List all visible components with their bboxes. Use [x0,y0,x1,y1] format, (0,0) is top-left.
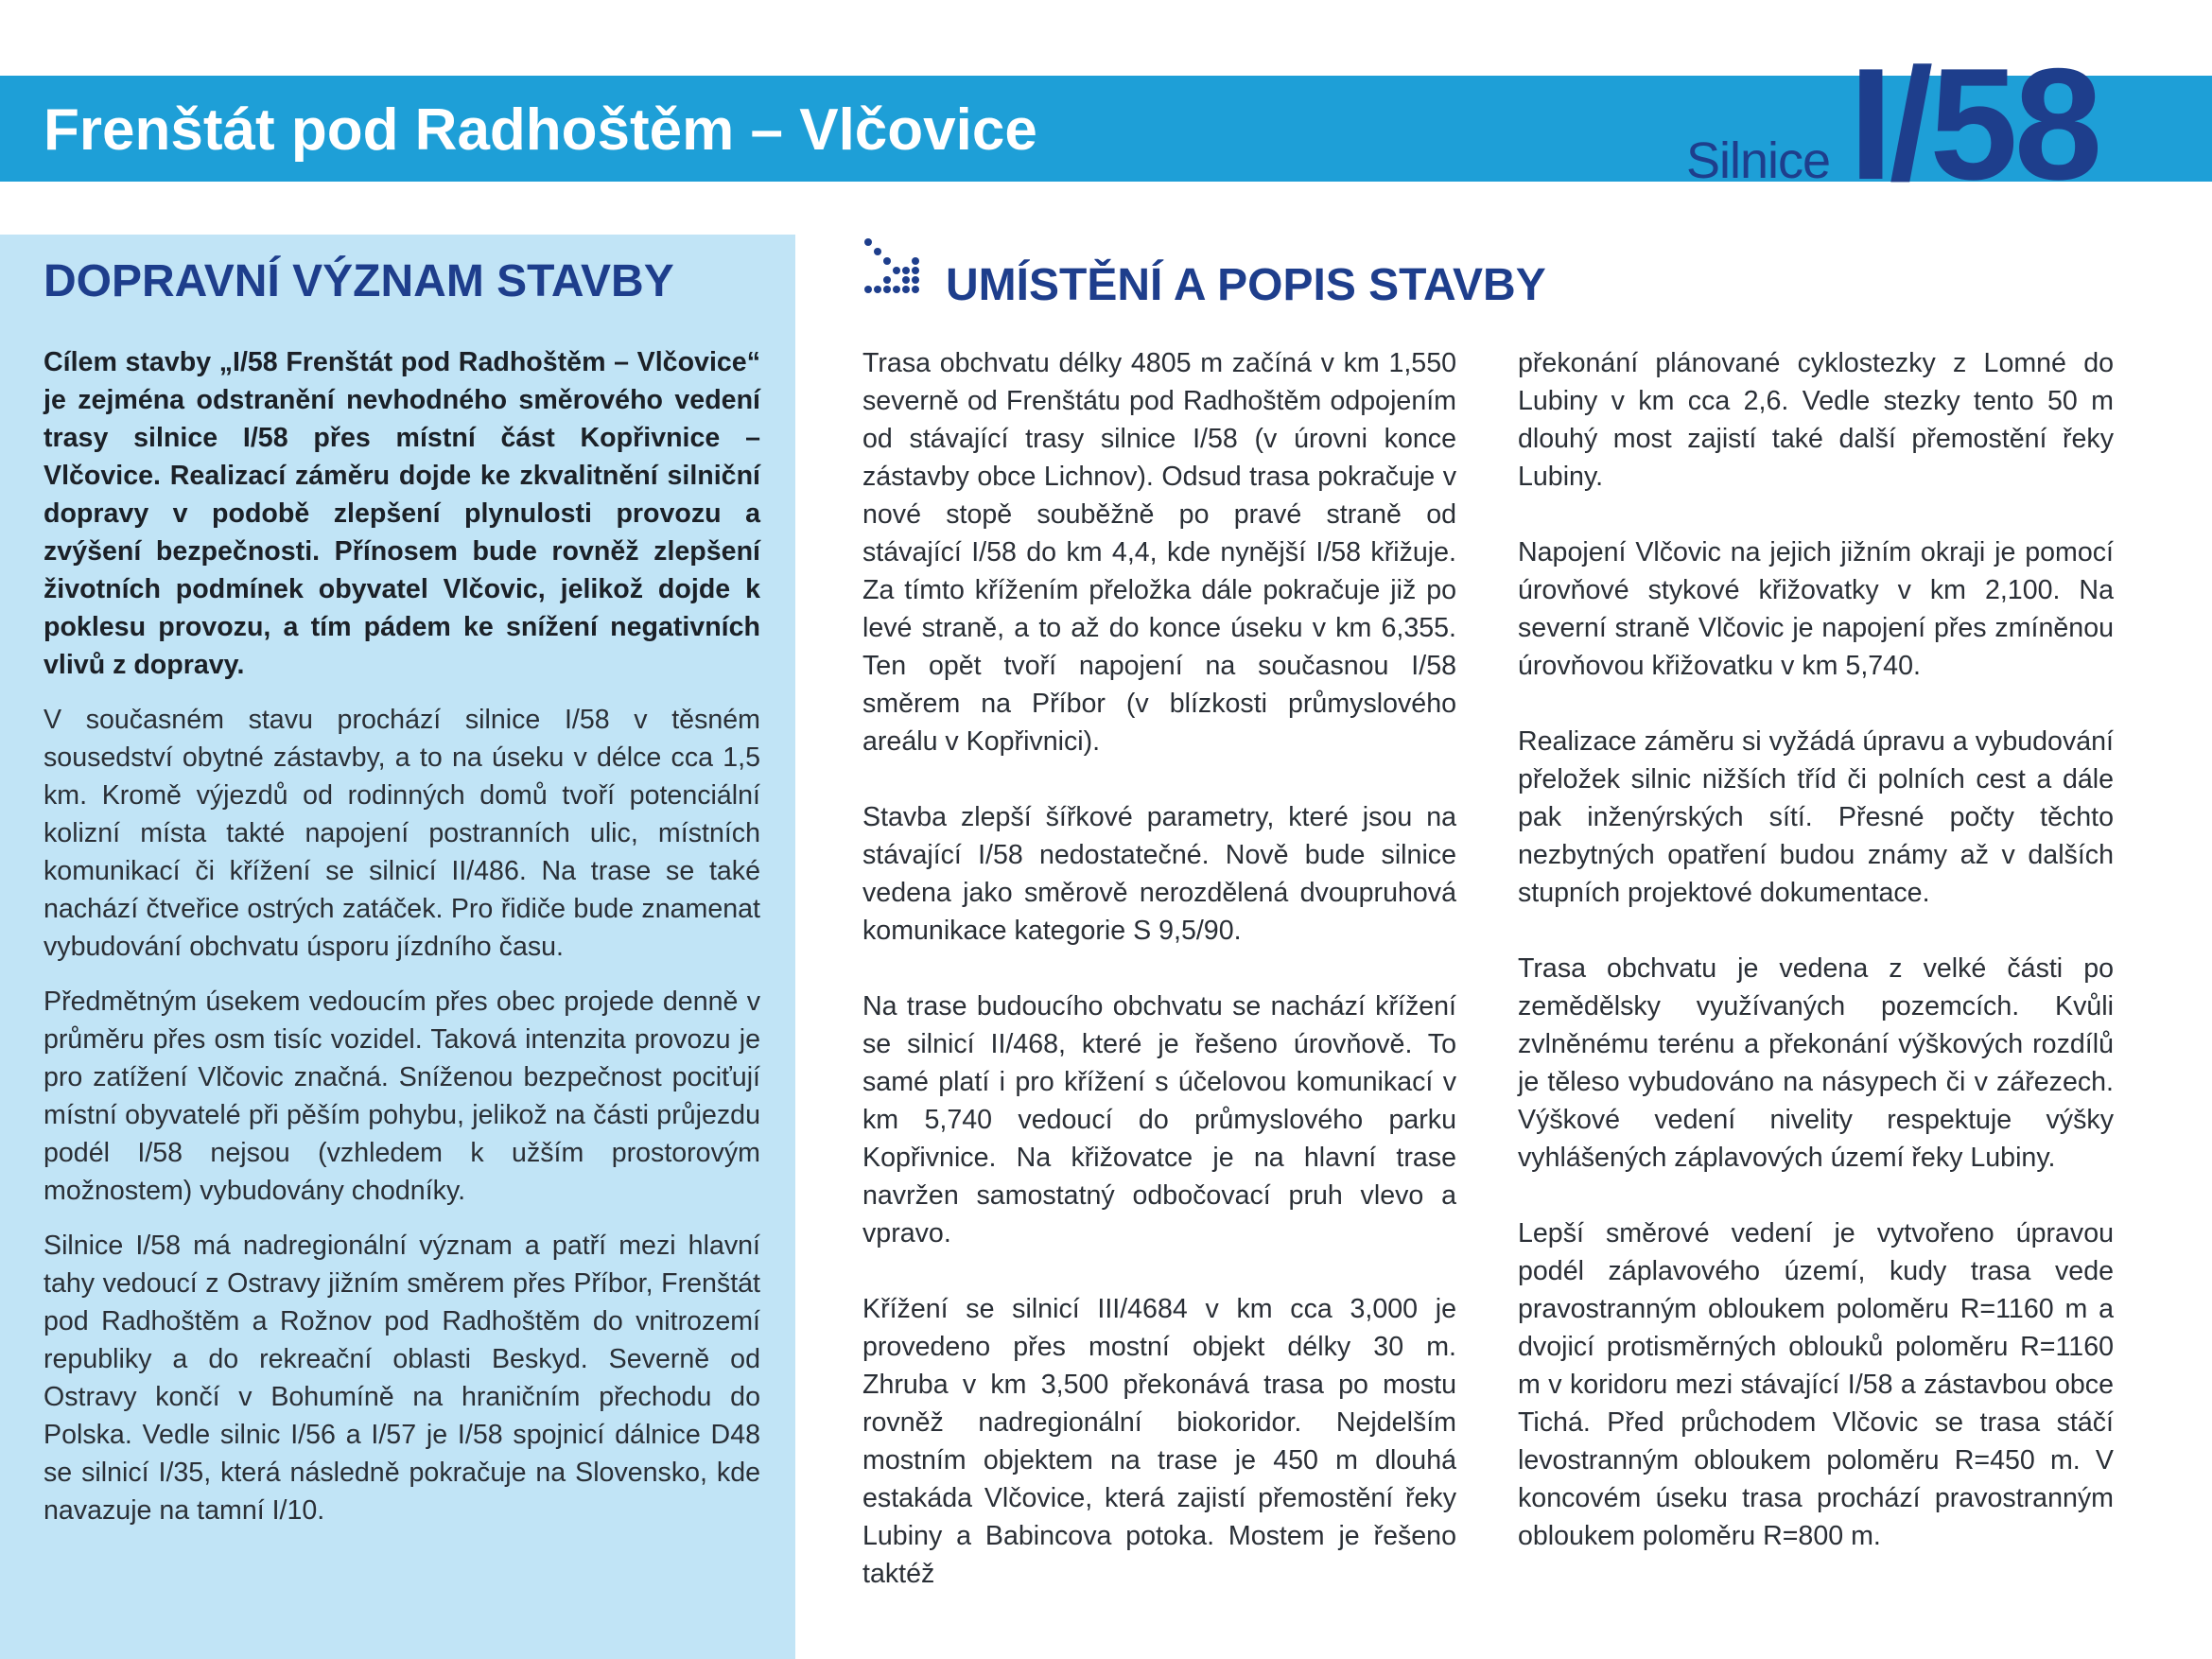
left-column [44,343,760,1529]
right-paragraph: překonání plánované cyklostezky z Lomné do Lubiny v km cca 2,6. Vedle stezky tento 50 m dlouhý most zajistí také další přemostění řeky Lubiny. [1518,348,2114,492]
middle-paragraph: Na trase budoucího obchvatu se nachází křížení se silnicí II/468, které je řešeno úrovňově. To samé platí i pro křížení s účelovou komunikací v km 5,740 vedoucí do průmyslového parku Kopřivnice. Na křižovatce je na hlavní trase navržen samostatný odbočovací pruh vlevo a vpravo. [862,991,1456,1249]
page-title: Frenštát pod Radhoštěm – Vlčovice [44,97,1037,163]
right-paragraph: Lepší směrové vedení je vytvořeno úpravou podél záplavového území, kudy trasa vede pravostranným obloukem poloměru R=1160 m a dvojicí protisměrných oblouků poloměru R=1160 m v koridoru mezi stávající I/58 a zástavbou obce Tichá. Před průchodem Vlčovic se trasa stáčí levostranným obloukem poloměru R=450 m. V koncovém úseku trasa prochází pravostranným obloukem poloměru R=800 m. [1518,1218,2114,1551]
middle-paragraph: Křížení se silnicí III/4684 v km cca 3,000 je provedeno přes mostní objekt délky 30 m. Zhruba v km 3,500 překonává trasa po mostu rovněž nadregionální biokoridor. Nejdelším mostním objektem na trase je 450 m dlouhá estakáda Vlčovice, která zajistí přemostění řeky Lubiny a Babincova potoka. Mostem je řešeno taktéž [862,1294,1456,1589]
lead-paragraph: Cílem stavby „I/58 Frenštát pod Radhoštěm – Vlčovice“ je zejména odstranění nevhodného směrového vedení trasy silnice I/58 přes místní část Kopřivnice – Vlčovice. Realizací záměru dojde ke zkvalitnění silniční dopravy v podobě zlepšení plynulosti provozu a zvýšení bezpečnosti. Přínosem bude rovněž zlepšení životních podmínek obyvatel Vlčovic, jelikož dojde k poklesu provozu, a tím pádem ke snížení negativních vlivů z dopravy. [44,347,760,680]
right-column [1518,344,2114,1555]
right-paragraph: Trasa obchvatu je vedena z velké části po zemědělsky využívaných pozemcích. Kvůli zvlněnému terénu a překonání výškových rozdílů je těleso vybudováno na násypech či v zářezech. Výškové vedení nivelity respektuje výšky vyhlášených záplavových území řeky Lubiny. [1518,953,2114,1173]
dots-icon [862,236,925,303]
right-paragraph: Realizace záměru si vyžádá úpravu a vybudování přeložek silnic nižších tříd či polních cest a dále pak inženýrských sítí. Přesné počty těchto nezbytných opatření budou známy až v dalších stupních projektové dokumentace. [1518,726,2114,908]
left-paragraph: Předmětným úsekem vedoucím přes obec projede denně v průměru přes osm tisíc vozidel. Taková intenzita provozu je pro zatížení Vlčovic značná. Sníženou bezpečnost pociťují místní obyvatelé při pěším pohybu, jelikož na části průjezdu podél I/58 nejsou (vzhledem k užším prostorovým možnostem) vybudovány chodníky. [44,987,760,1206]
right-section-heading: UMÍSTĚNÍ A POPIS STAVBY [946,260,1546,310]
middle-paragraph: Stavba zlepší šířkové parametry, které jsou na stávající I/58 nedostatečné. Nově bude silnice vedena jako směrově nerozdělená dvoupruhová komunikace kategorie S 9,5/90. [862,802,1456,946]
right-paragraph: Napojení Vlčovic na jejich jižním okraji je pomocí úrovňové stykové křižovatky v km 2,100. Na severní straně Vlčovic je napojení přes zmíněnou úrovňovou křižovatku v km 5,740. [1518,537,2114,681]
left-section-heading: DOPRAVNÍ VÝZNAM STAVBY [44,256,674,306]
left-paragraph: V současném stavu prochází silnice I/58 v těsném sousedství obytné zástavby, a to na úseku v délce cca 1,5 km. Kromě výjezdů od rodinných domů tvoří potenciální kolizní místa takté napojení postranních ulic, místních komunikací či křížení se silnicí II/486. Na trase se také nachází čtveřice ostrých zatáček. Pro řidiče bude znamenat vybudování obchvatu úsporu jízdního času. [44,705,760,962]
middle-column [862,344,1456,1593]
road-label: Silnice [1686,132,1831,189]
road-number: I/58 [1849,35,2099,213]
middle-paragraph: Trasa obchvatu délky 4805 m začíná v km 1,550 severně od Frenštátu pod Radhoštěm odpojením od stávající trasy silnice I/58 (v úrovni konce zástavby obce Lichnov). Odsud trasa pokračuje v nové stopě souběžně po pravé straně od stávající I/58 do km 4,4, kde nynější I/58 křižuje. Za tímto křížením přeložka dále pokračuje již po levé straně, a to až do konce úseku v km 6,355. Ten opět tvoří napojení na současnou I/58 směrem na Příbor (v blízkosti průmyslového areálu v Kopřivnici). [862,348,1456,757]
left-paragraph: Silnice I/58 má nadregionální význam a patří mezi hlavní tahy vedoucí z Ostravy jižním směrem přes Příbor, Frenštát pod Radhoštěm a Rožnov pod Radhoštěm do vnitrozemí republiky a do rekreační oblasti Beskyd. Severně od Ostravy končí v Bohumíně na hraničním přechodu do Polska. Vedle silnic I/56 a I/57 je I/58 spojnicí dálnice D48 se silnicí I/35, která následně pokračuje na Slovensko, kde navazuje na tamní I/10. [44,1231,760,1526]
